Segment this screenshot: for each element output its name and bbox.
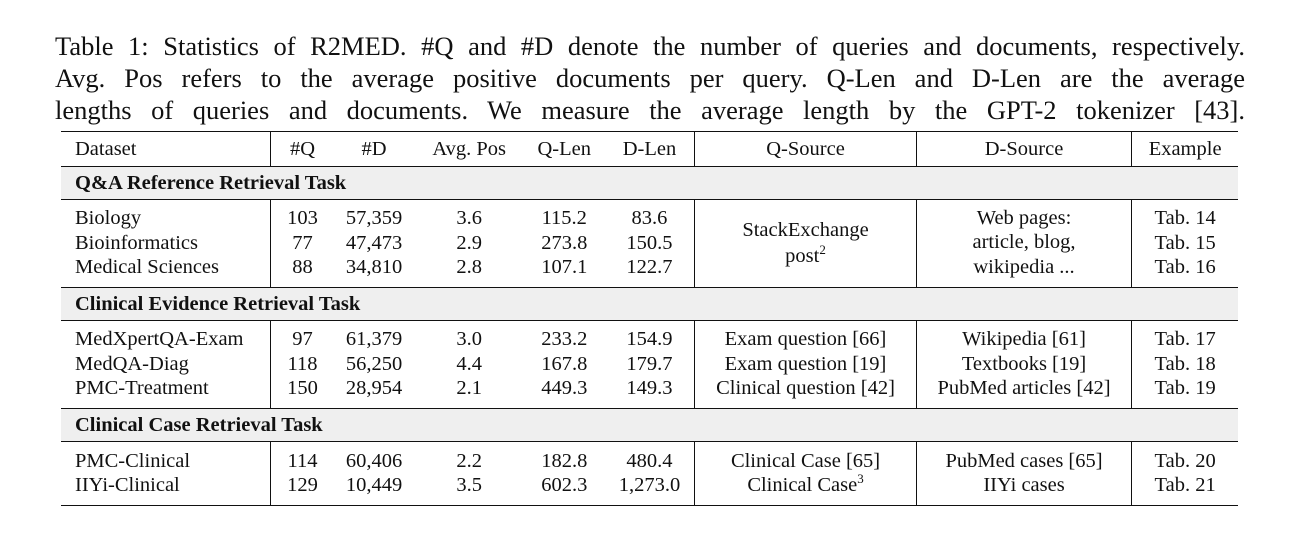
cell-d-len: 1,273.0: [618, 473, 681, 496]
table-row: [61, 473, 1238, 506]
cell-avg-pos: 4.4: [456, 352, 482, 375]
cell-avg-pos: 3.0: [456, 328, 482, 351]
table-row: [61, 200, 1238, 231]
cell-example: Tab. 17: [1132, 321, 1238, 352]
cell-example: Tab. 20: [1132, 442, 1238, 473]
header-d-source: D-Source: [916, 132, 1131, 167]
footnote-mark: 3: [857, 470, 864, 486]
cell-d-source: PubMed cases [65]: [916, 442, 1131, 473]
cell-q-len: 602.3: [541, 473, 588, 496]
cell-d-len: 150.5: [626, 231, 673, 254]
table-row: [61, 376, 1238, 409]
section-header: [61, 167, 1238, 200]
section-header: [61, 288, 1238, 321]
cell-q-len: 449.3: [541, 377, 588, 400]
cell-q-source: Exam question [66]: [695, 321, 917, 352]
header-q-source: Q-Source: [695, 132, 917, 167]
header-d: #D: [334, 132, 415, 167]
statistics-table: [61, 131, 1238, 506]
table-row: [61, 352, 1238, 376]
cell-d-source: PubMed articles [42]: [916, 376, 1131, 409]
header-dataset: Dataset: [61, 132, 271, 167]
caption-line-1: Table 1: Statistics of R2MED. #Q and #D denote the number of queries and documents, respectively.: [55, 31, 1245, 61]
cell-example: Tab. 16: [1132, 255, 1238, 288]
cell-d-len: 480.4: [626, 449, 673, 472]
header-example: Example: [1132, 132, 1238, 167]
q-source-line: StackExchange: [742, 218, 869, 241]
cell-q: 97: [271, 321, 334, 352]
cell-d: 10,449: [345, 473, 403, 496]
table-caption: [55, 30, 1245, 126]
cell-avg-pos: 3.6: [456, 207, 482, 230]
q-source-line: post: [785, 244, 820, 267]
footnote-mark: 2: [819, 241, 826, 257]
caption-line-3: lengths of queries and documents. We measure the average length by the GPT-2 tokenizer [43].: [55, 95, 1245, 125]
cell-q-source: [695, 470, 917, 506]
header-avg-pos: Avg. Pos: [415, 132, 524, 167]
q-source-text: Clinical Case: [747, 473, 858, 496]
cell-example: Tab. 19: [1132, 376, 1238, 409]
cell-d-len: 122.7: [626, 255, 673, 278]
cell-q-len: 182.8: [541, 449, 588, 472]
cell-q: 88: [271, 255, 334, 288]
cell-dataset: Bioinformatics: [75, 231, 198, 254]
cell-d: 28,954: [345, 377, 403, 400]
cell-dataset: IIYi-Clinical: [75, 473, 180, 496]
cell-d-source: Wikipedia [61]: [916, 321, 1131, 352]
cell-d: 60,406: [345, 449, 403, 472]
cell-avg-pos: 2.9: [456, 231, 482, 254]
cell-dataset: Biology: [75, 207, 142, 230]
header-q-len: Q-Len: [524, 132, 605, 167]
header-row: [61, 132, 1238, 167]
cell-d-source: [916, 200, 1131, 288]
cell-avg-pos: 3.5: [456, 473, 482, 496]
cell-q: 114: [271, 442, 334, 473]
d-source-line: Web pages:: [976, 207, 1072, 229]
cell-d: 57,359: [345, 207, 403, 230]
cell-d: 34,810: [345, 255, 403, 278]
cell-q: 129: [271, 473, 334, 506]
cell-d: 56,250: [345, 352, 403, 375]
cell-q-len: 273.8: [541, 231, 588, 254]
cell-d-len: 154.9: [626, 328, 673, 351]
cell-example: Tab. 21: [1132, 473, 1238, 506]
cell-d: 61,379: [345, 328, 403, 351]
cell-dataset: MedQA-Diag: [75, 352, 189, 375]
section-header: [61, 409, 1238, 442]
section-title: Clinical Case Retrieval Task: [61, 409, 1238, 442]
cell-dataset: PMC-Clinical: [75, 449, 191, 472]
cell-q: 150: [271, 376, 334, 409]
cell-q-len: 167.8: [541, 352, 588, 375]
cell-q: 118: [271, 352, 334, 376]
cell-dataset: MedXpertQA-Exam: [75, 328, 244, 351]
cell-d: 47,473: [345, 231, 403, 254]
cell-avg-pos: 2.8: [456, 255, 482, 278]
cell-example: Tab. 18: [1132, 352, 1238, 376]
cell-d-source: IIYi cases: [916, 473, 1131, 506]
cell-q: 77: [271, 230, 334, 254]
cell-dataset: PMC-Treatment: [75, 377, 209, 400]
cell-q-len: 233.2: [541, 328, 588, 351]
table-row: [61, 442, 1238, 473]
section-title: Q&A Reference Retrieval Task: [61, 167, 1238, 200]
cell-example: Tab. 14: [1132, 200, 1238, 231]
cell-d-len: 83.6: [631, 207, 668, 230]
caption-line-2: Avg. Pos refers to the average positive documents per query. Q-Len and D-Len are the average: [55, 63, 1245, 93]
cell-q: 103: [271, 200, 334, 231]
header-d-len: D-Len: [605, 132, 695, 167]
header-q: #Q: [271, 132, 334, 167]
table-row: [61, 321, 1238, 352]
cell-d-len: 149.3: [626, 377, 673, 400]
d-source-line: article, blog,: [972, 231, 1076, 254]
cell-q-len: 107.1: [541, 255, 588, 278]
cell-d-source: Textbooks [19]: [916, 352, 1131, 376]
cell-q-source: Clinical question [42]: [695, 376, 917, 409]
d-source-line: wikipedia ...: [973, 255, 1075, 278]
cell-q-len: 115.2: [541, 207, 587, 230]
cell-q-source: Clinical Case [65]: [695, 442, 917, 473]
cell-avg-pos: 2.2: [456, 449, 482, 472]
cell-q-source: [695, 200, 917, 288]
cell-q-source: Exam question [19]: [695, 352, 917, 376]
cell-dataset: Medical Sciences: [75, 255, 220, 278]
cell-avg-pos: 2.1: [456, 377, 482, 400]
cell-d-len: 179.7: [626, 352, 673, 375]
section-title: Clinical Evidence Retrieval Task: [61, 288, 1238, 321]
cell-example: Tab. 15: [1132, 230, 1238, 254]
